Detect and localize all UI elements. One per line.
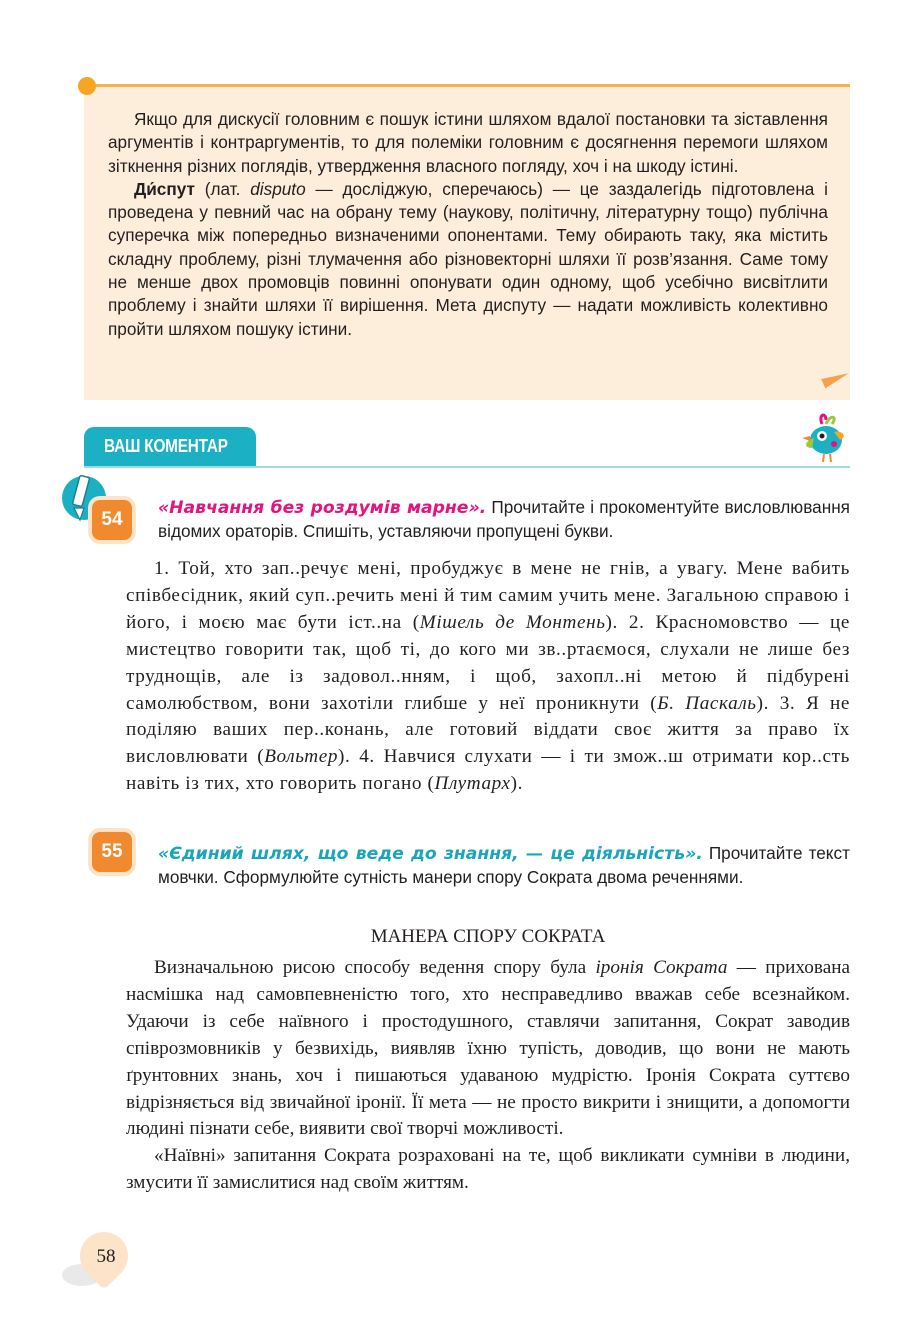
exercise-text-d: ). 4. Навчися слухати — і ти змож..ш отримати кор..сть навіть із тих, хто говорить погано ( [126,746,850,795]
author-voltaire: Вольтер [264,746,339,768]
exercise-text-a: 1. Той, хто зап..речує мені, пробуджує в мене не гнів, а увагу. Мене вабить співбесідник, який суп..речить мені й тим самим учить мене. Загальною справою і його, і моєю має бути іст..на ( [126,558,850,633]
section-title: ВАШ КОМЕНТАР [104,436,228,456]
task-55-heading [158,842,850,889]
task-55-instruction: Прочитайте текст мовчки. Сформулюйте сутність манери спору Сократа двома реченнями. [158,843,850,887]
dispute-text-b: — досліджую, сперечаюсь) — це заздалегідь підготовлена і проведена у певний час на обрану тему (наукову, політичну, літературну тощо) публічна суперечка між попередньо визначеними опонентами. Тему обирають таку, яка містить складну проблему, різні тлумачення або різновекторні шляхи її розв’язання. Саме тому не менше двох промовців повинні опонувати один одному, щоб усебічно висвітлити проблему і знайти шляхи її вирішення. Мета диспуту — надати можливість колективно пройти шляхом пошуку істини. [108,178,828,339]
latin-word: disputo [250,178,306,199]
exercise-text-b: ). 2. Красномовство — це мистецтво говорити так, щоб ті, до кого ми зв..ртаємося, слухали не лише без труднощів, але із задовол..нням, і щоб, захопл..ні метою й підбурені самолюбством, вони захотіли глибше у неї проникнути ( [126,611,851,714]
page-number: 58 [96,1246,116,1267]
task-54-quote: «Навчання без роздумів марне». [158,498,487,518]
term-dispute: Ди́спут [134,178,195,199]
task-54-exercise [126,556,850,798]
exercise-text-e: ). [510,773,523,795]
socrates-irony-term: іронія Сократа [595,957,728,978]
definition-text [108,108,828,341]
exercise-paragraph [126,556,850,798]
text-title: МАНЕРА СПОРУ СОКРАТА [370,926,606,947]
bird-icon [796,410,852,468]
dispute-text-a: (лат. [194,178,251,199]
socrates-paragraph-1 [126,955,850,1143]
author-plutarch: Плутарх [434,773,511,795]
socrates-text [126,955,850,1197]
task-54-instruction: Прочитайте і прокоментуйте висловлювання відомих ораторів. Спишіть, уставляючи пропущені букви. [158,497,850,541]
task-54-heading [158,496,850,543]
socrates-text-a: Визначальною рисою способу ведення спору була [154,957,596,978]
author-montaigne: Мішель де Монтень [419,611,606,633]
box-marker-dot [78,77,96,95]
socrates-text-b: — прихована насмішка над самовпевненістю того, хто несправедливо вважав себе всезнайком. Удаючи із себе наївного і простодушного, ставлячи запитання, Сократ заводив співрозмовників у безвихідь, виявляв їхню тупість, доводив, що вони не мають ґрунтовних знань, хоч і пишаються удаваною мудрістю. Іронія Сократа суттєво відрізняється від звичайної іронії. Її мета — не просто викрити і знищити, а допомогти людині пізнати себе, виявити свої творчі можливості. [126,957,850,1140]
task-number-55: 55 [92,832,132,872]
task-55-quote: «Єдиний шлях, що веде до знання, — це діяльність». [158,844,703,864]
dispute-paragraph [108,178,828,341]
task-number-54: 54 [92,500,132,540]
author-pascal: Б. Паскаль [657,692,757,714]
socrates-paragraph-2: «Наївні» запитання Сократа розраховані на те, щоб викликати сумніви в людини, змусити її замислитися над своїм життям. [126,1145,850,1194]
section-divider [84,466,850,468]
discussion-paragraph: Якщо для дискусії головним є пошук істини шляхом вдалої постановки та зіставлення аргументів і контраргументів, то для полеміки головним є досягнення перемоги шляхом зіткнення різних поглядів, утвердження власного погляду, хоч і на шкоду істині. [108,109,828,176]
exercise-text-c: ). 3. Я не поділяю ваших пер..конань, але готовий віддати своє життя за право їх висловлювати ( [126,692,850,768]
